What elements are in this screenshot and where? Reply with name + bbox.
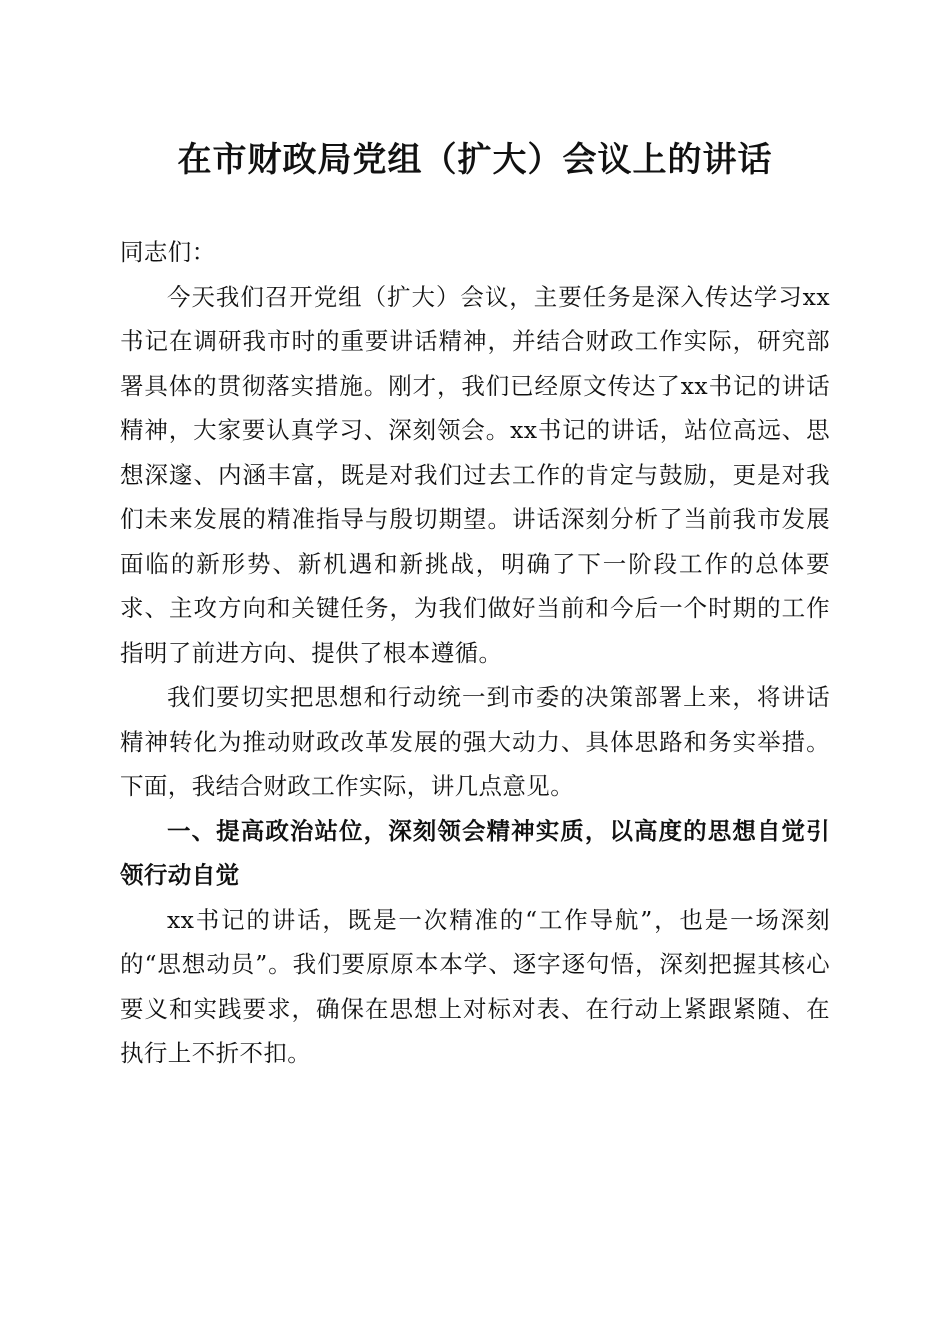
document-title: 在市财政局党组（扩大）会议上的讲话 [177,140,773,180]
paragraph-1: 今天我们召开党组（扩大）会议，主要任务是深入传达学习xx书记在调研我市时的重要讲话精神，并结合财政工作实际，研究部署具体的贯彻落实措施。刚才，我们已经原文传达了xx书记的讲话精神，大家要认真学习、深刻领会。xx书记的讲话，站位高远、思想深邃、内涵丰富，既是对我们过去工作的肯定与鼓励，更是对我们未来发展的精准指导与殷切期望。讲话深刻分析了当前我市发展面临的新形势、新机遇和新挑战，明确了下一阶段工作的总体要求、主攻方向和关键任务，为我们做好当前和今后一个时期的工作指明了前进方向、提供了根本遵循。 [120,282,830,667]
section-heading-1: 一、提高政治站位，深刻领会精神实质，以高度的思想自觉引领行动自觉 [120,816,830,889]
section-1-paragraph: xx书记的讲话，既是一次精准的“工作导航”，也是一场深刻的“思想动员”。我们要原原本本学、逐字逐句悟，深刻把握其核心要义和实践要求，确保在思想上对标对表、在行动上紧跟紧随、在执行上不折不扣。 [120,905,830,1067]
paragraph-2: 我们要切实把思想和行动统一到市委的决策部署上来，将讲话精神转化为推动财政改革发展的强大动力、具体思路和务实举措。下面，我结合财政工作实际，讲几点意见。 [120,683,830,800]
document-body [120,230,830,1076]
salutation: 同志们： [120,238,216,266]
